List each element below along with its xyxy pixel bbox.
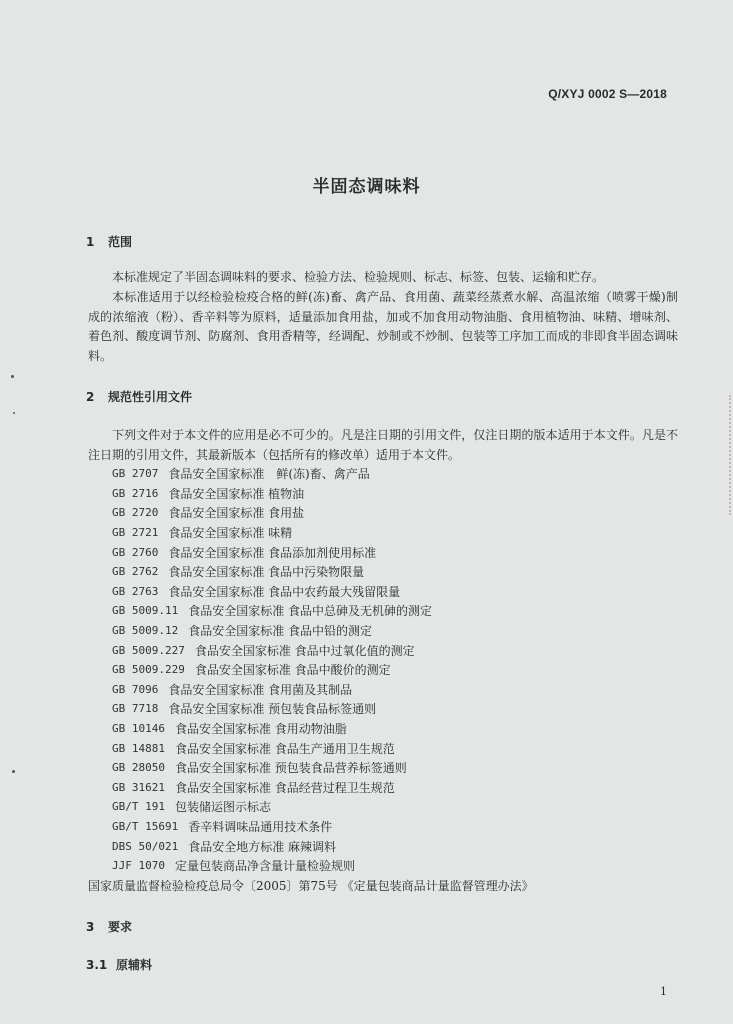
section-number: 3.1 <box>86 958 108 972</box>
reference-code: GB 28050 <box>112 761 165 775</box>
reference-code: GB 2762 <box>112 565 159 579</box>
reference-code: GB 31621 <box>112 780 165 794</box>
reference-item <box>112 797 672 817</box>
reference-name: 食品安全国家标准 食品中农药最大残留限量 <box>168 584 401 599</box>
reference-name: 食品安全国家标准 食品中过氧化值的测定 <box>194 643 415 658</box>
reference-item-regulation: 国家质量监督检验检疫总局令〔2005〕第75号 《定量包装商品计量监督管理办法》 <box>88 879 534 893</box>
section-3-1-heading <box>86 956 152 973</box>
scan-speck <box>11 375 14 378</box>
reference-name: 食品安全国家标准 食品中铅的测定 <box>188 624 373 639</box>
reference-item <box>112 601 672 621</box>
reference-name: 食品安全国家标准 鲜(冻)畜、禽产品 <box>168 467 370 482</box>
reference-item <box>112 464 672 484</box>
scan-edge-mark <box>721 395 731 515</box>
reference-code: GB/T 191 <box>112 800 165 814</box>
reference-item <box>112 523 672 543</box>
document-code: Q/XYJ 0002 S—2018 <box>548 87 667 101</box>
reference-item <box>112 699 672 719</box>
reference-code: GB 10146 <box>112 722 165 736</box>
reference-code: GB 2763 <box>112 584 159 598</box>
reference-name: 食品安全国家标准 食品经营过程卫生规范 <box>174 780 395 795</box>
section-3-heading <box>86 918 132 935</box>
section-2-heading <box>86 388 192 405</box>
page-title: 半固态调味料 <box>312 177 421 197</box>
reference-code: GB 5009.11 <box>112 604 179 618</box>
scope-paragraph-1: 本标准规定了半固态调味料的要求、检验方法、检验规则、标志、标签、包装、运输和贮存。 <box>112 270 605 284</box>
reference-code: GB 2720 <box>112 506 159 520</box>
reference-name: 食品安全国家标准 预包装食品营养标签通则 <box>174 761 407 776</box>
reference-code: GB/T 15691 <box>112 819 179 833</box>
reference-name: 食品安全国家标准 味精 <box>168 526 293 541</box>
reference-name: 定量包装商品净含量计量检验规则 <box>174 859 355 874</box>
reference-name: 食品安全国家标准 食用菌及其制品 <box>168 682 353 697</box>
reference-item <box>112 817 672 837</box>
scan-speck <box>12 770 15 773</box>
reference-item <box>112 562 672 582</box>
reference-name: 食品安全国家标准 食品生产通用卫生规范 <box>174 741 395 756</box>
reference-code: GB 2760 <box>112 545 159 559</box>
reference-code: GB 7096 <box>112 682 159 696</box>
reference-item <box>112 621 672 641</box>
reference-name: 食品安全国家标准 食品中污染物限量 <box>168 565 365 580</box>
reference-item <box>112 542 672 562</box>
section-number: 1 <box>86 235 95 249</box>
reference-item <box>112 738 672 758</box>
reference-name: 香辛料调味品通用技术条件 <box>188 819 333 834</box>
reference-code: GB 5009.12 <box>112 624 179 638</box>
reference-code: GB 2707 <box>112 467 159 481</box>
section-title: 要求 <box>108 920 133 934</box>
section-title: 规范性引用文件 <box>108 390 193 404</box>
reference-name: 包装储运图示标志 <box>174 800 271 815</box>
reference-item <box>112 719 672 739</box>
reference-code: GB 2721 <box>112 526 159 540</box>
section-number: 3 <box>86 920 95 934</box>
reference-code: GB 14881 <box>112 741 165 755</box>
reference-item <box>112 680 672 700</box>
reference-name: 食品安全国家标准 食品中总砷及无机砷的测定 <box>188 604 433 619</box>
reference-code: GB 5009.229 <box>112 663 185 677</box>
reference-code: DBS 50/021 <box>112 839 179 853</box>
page-number: 1 <box>660 985 667 998</box>
section-title: 原辅料 <box>116 958 153 972</box>
reference-code: GB 5009.227 <box>112 643 185 657</box>
reference-item <box>112 778 672 798</box>
reference-item <box>112 660 672 680</box>
reference-item <box>112 484 672 504</box>
reference-name: 食品安全国家标准 食品添加剂使用标准 <box>168 545 377 560</box>
reference-item <box>112 856 672 876</box>
reference-item <box>112 582 672 602</box>
reference-list <box>112 464 672 875</box>
reference-item <box>112 758 672 778</box>
section-1-heading <box>86 233 132 250</box>
reference-name: 食品安全地方标准 麻辣调料 <box>188 839 337 854</box>
reference-item <box>112 503 672 523</box>
reference-item <box>112 640 672 660</box>
references-intro: 下列文件对于本文件的应用是必不可少的。凡是注日期的引用文件，仅注日期的版本适用于本文件。凡是不注日期的引用文件，其最新版本（包括所有的修改单）适用于本文件。 <box>88 428 678 462</box>
reference-item <box>112 836 672 856</box>
section-title: 范围 <box>108 235 133 249</box>
scan-speck <box>13 412 15 414</box>
reference-name: 食品安全国家标准 食品中酸价的测定 <box>194 663 391 678</box>
reference-name: 食品安全国家标准 食用动物油脂 <box>174 722 347 737</box>
section-number: 2 <box>86 390 95 404</box>
reference-code: JJF 1070 <box>112 859 165 873</box>
reference-name: 食品安全国家标准 植物油 <box>168 486 305 501</box>
reference-name: 食品安全国家标准 预包装食品标签通则 <box>168 702 377 717</box>
reference-code: GB 7718 <box>112 702 159 716</box>
reference-name: 食品安全国家标准 食用盐 <box>168 506 305 521</box>
reference-code: GB 2716 <box>112 486 159 500</box>
scope-paragraph-2: 本标准适用于以经检验检疫合格的鲜(冻)畜、禽产品、食用菌、蔬菜经蒸煮水解、高温浓缩（喷雾干燥)制成的浓缩液（粉）、香辛料等为原料，适量添加食用盐，加或不加食用动物油脂、食用植物油、味精、增味剂、着色剂、酸度调节剂、防腐剂、食用香精等，经调配、炒制或不炒制、包装等工序加工而成的非即食半固态调味料。 <box>88 290 678 364</box>
